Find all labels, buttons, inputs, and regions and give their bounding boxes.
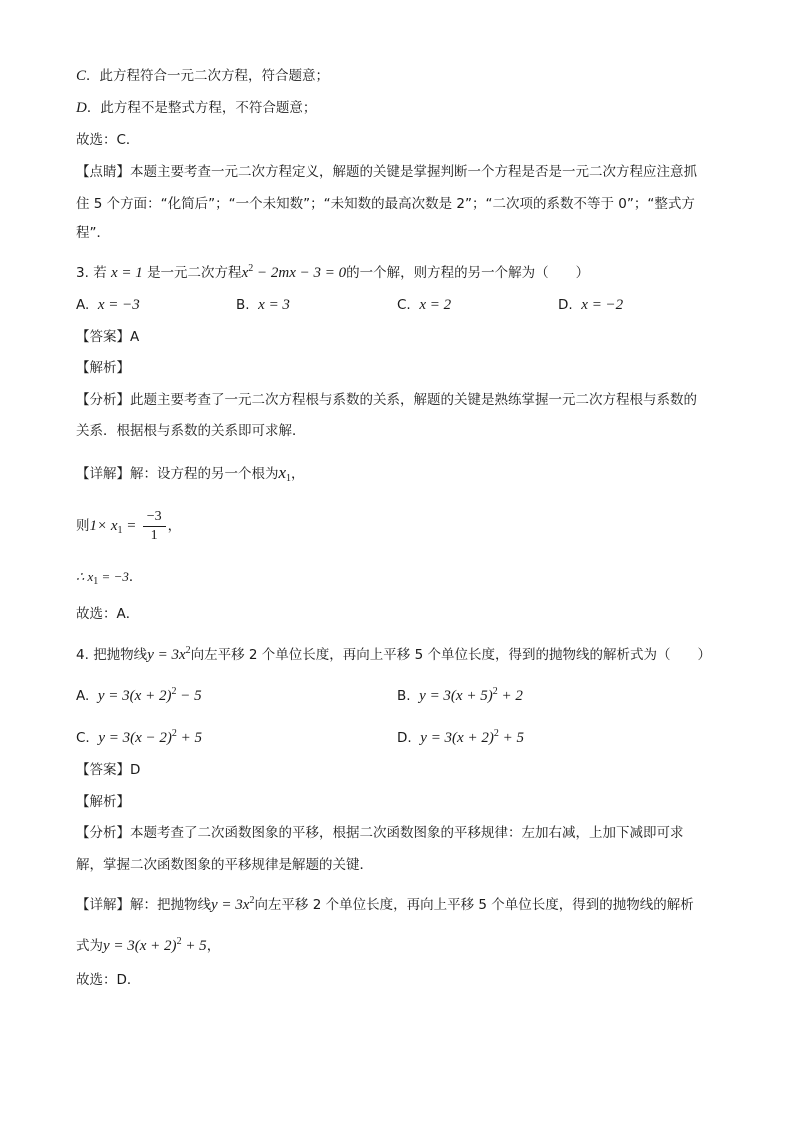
q4-analysis-line-2: 解，掌握二次函数图象的平移规律是解题的关键． xyxy=(76,857,373,873)
q3-choice: 故选：A． xyxy=(76,606,140,622)
q4-detail-b: 向左平移 2 个单位长度，再向上平移 5 个单位长度，得到的抛物线的解析 xyxy=(254,897,694,913)
q4-stem xyxy=(76,641,711,665)
q3-equation-rest: − 2mx − 3 = 0 xyxy=(253,265,347,281)
q3-stem-c: 的一个解，则方程的另一个解为（ ） xyxy=(346,265,590,281)
q3-then-line xyxy=(76,506,181,551)
q3-answer: 【答案】A xyxy=(76,329,140,345)
q3-then-end: ， xyxy=(167,518,182,534)
q4-option-b-exp: 2 xyxy=(492,686,498,697)
q3-option-a xyxy=(76,295,140,315)
q4-number: 4. xyxy=(76,647,89,663)
q3-option-d-expr: x = −2 xyxy=(581,297,624,313)
q2-d-text: ．此方程不是整式方程，不符合题意； xyxy=(86,100,317,116)
q3-then-sub: 1 xyxy=(117,525,123,536)
q3-fraction xyxy=(143,509,166,544)
q4-option-a-exp: 2 xyxy=(171,686,177,697)
q4-option-c-tail: + 5 xyxy=(176,730,202,746)
q4-option-c-expr: y = 3(x − 2) xyxy=(98,730,172,746)
q4-result-expr: y = 3(x + 2) xyxy=(103,938,177,954)
q4-detail-a: 【详解】解：把抛物线 xyxy=(76,897,211,913)
q3-analysis-line-2: 关系．根据根与系数的关系即可求解． xyxy=(76,423,306,439)
q4-option-c xyxy=(76,724,202,748)
q3-detail xyxy=(76,463,305,489)
q3-then-expr: 1× x xyxy=(89,518,118,534)
q4-result-tail: + 5 xyxy=(181,938,207,954)
q4-option-d-label: D. xyxy=(397,730,412,746)
q4-option-a-expr: y = 3(x + 2) xyxy=(97,688,172,704)
q4-option-d-exp: 2 xyxy=(493,728,499,739)
q4-analysis-title: 【解析】 xyxy=(76,794,130,810)
q2-c-label: C xyxy=(76,68,87,84)
q4-option-c-label: C. xyxy=(76,730,90,746)
q3-equation-x: x xyxy=(241,265,249,281)
q3-option-a-expr: x = −3 xyxy=(97,297,140,313)
q3-fraction-denominator: 1 xyxy=(150,527,158,543)
q2-c-text: ．此方程符合一元二次方程，符合题意； xyxy=(86,68,330,84)
q3-number: 3. xyxy=(76,265,89,281)
q4-result-line xyxy=(76,932,220,956)
q4-analysis-line-1: 【分析】本题考查了二次函数图象的平移，根据二次函数图象的平移规律：左加右减，上加下减即可求 xyxy=(76,825,684,841)
q3-therefore-sub: 1 xyxy=(93,576,99,587)
q3-detail-text: 【详解】解：设方程的另一个根为 xyxy=(76,466,279,482)
q3-condition: x = 1 xyxy=(110,265,143,281)
q3-equation-exponent: 2 xyxy=(248,263,254,274)
q3-option-c xyxy=(397,295,451,315)
q3-stem xyxy=(76,259,589,283)
q4-result-a: 式为 xyxy=(76,938,103,954)
q3-therefore-value: = −3 xyxy=(98,569,129,584)
q4-option-d-expr: y = 3(x + 2) xyxy=(420,730,494,746)
q3-stem-a: 若 xyxy=(93,265,107,281)
q4-detail-parabola: y = 3x xyxy=(211,897,250,913)
q4-stem-b: 向左平移 2 个单位长度，再向上平移 5 个单位长度，得到的抛物线的解析式为（ ） xyxy=(190,647,711,663)
q2-comment-line-3: 程”． xyxy=(76,225,110,241)
q4-option-b-label: B. xyxy=(397,688,411,704)
q3-therefore: ∴ x xyxy=(76,569,94,584)
q3-detail-var: x xyxy=(278,463,287,482)
q2-option-d-explanation xyxy=(76,98,316,118)
q4-option-a-tail: − 5 xyxy=(176,688,202,704)
q2-d-label: D xyxy=(76,100,87,116)
q4-detail xyxy=(76,891,694,915)
q3-therefore-line xyxy=(76,567,142,592)
q3-analysis-line-1: 【分析】此题主要考查了一元二次方程根与系数的关系，解题的关键是熟练掌握一元二次方程根与系数的 xyxy=(76,392,697,408)
q4-choice: 故选：D． xyxy=(76,972,141,988)
q4-option-b xyxy=(397,682,523,706)
q2-choice: 故选：C． xyxy=(76,132,140,148)
q4-option-d-tail: + 5 xyxy=(498,730,524,746)
q3-detail-sub: 1 xyxy=(286,473,292,484)
q2-comment-line-2: 住 5 个方面：“化简后”；“一个未知数”；“未知数的最高次数是 2”；“二次项的系数不等于 0”；“整式方 xyxy=(76,196,695,212)
q4-option-a xyxy=(76,682,202,706)
q3-option-b-expr: x = 3 xyxy=(258,297,290,313)
q3-option-d xyxy=(558,295,623,315)
q4-answer: 【答案】D xyxy=(76,762,141,778)
q4-result-exponent: 2 xyxy=(176,936,182,947)
q4-option-c-exp: 2 xyxy=(171,728,177,739)
q2-option-c-explanation xyxy=(76,66,329,86)
q4-parabola-exponent: 2 xyxy=(185,645,191,656)
q4-result-end: ， xyxy=(206,938,221,954)
q3-then-text: 则 xyxy=(76,518,90,534)
q3-stem-b: 是一元二次方程 xyxy=(147,265,242,281)
q4-parabola: y = 3x xyxy=(147,647,186,663)
q4-option-a-label: A. xyxy=(76,688,90,704)
q4-option-b-expr: y = 3(x + 5) xyxy=(419,688,493,704)
q3-option-c-expr: x = 2 xyxy=(419,297,452,313)
q3-detail-end: ， xyxy=(291,466,305,482)
q3-therefore-end: ． xyxy=(128,569,143,585)
q3-option-b xyxy=(236,295,290,315)
q3-option-b-label: B. xyxy=(236,297,250,313)
q4-option-d xyxy=(397,724,524,748)
q4-stem-a: 把抛物线 xyxy=(93,647,148,663)
q4-detail-exponent: 2 xyxy=(249,895,255,906)
q3-option-a-label: A. xyxy=(76,297,90,313)
q3-analysis-title: 【解析】 xyxy=(76,360,130,376)
q3-fraction-numerator: −3 xyxy=(143,509,166,527)
q3-then-eq: = xyxy=(122,518,137,534)
q2-comment-line-1: 【点睛】本题主要考查一元二次方程定义，解题的关键是掌握判断一个方程是否是一元二次方程应注意抓 xyxy=(76,164,697,180)
q3-option-d-label: D. xyxy=(558,297,573,313)
q3-option-c-label: C. xyxy=(397,297,411,313)
q4-option-b-tail: + 2 xyxy=(497,688,523,704)
